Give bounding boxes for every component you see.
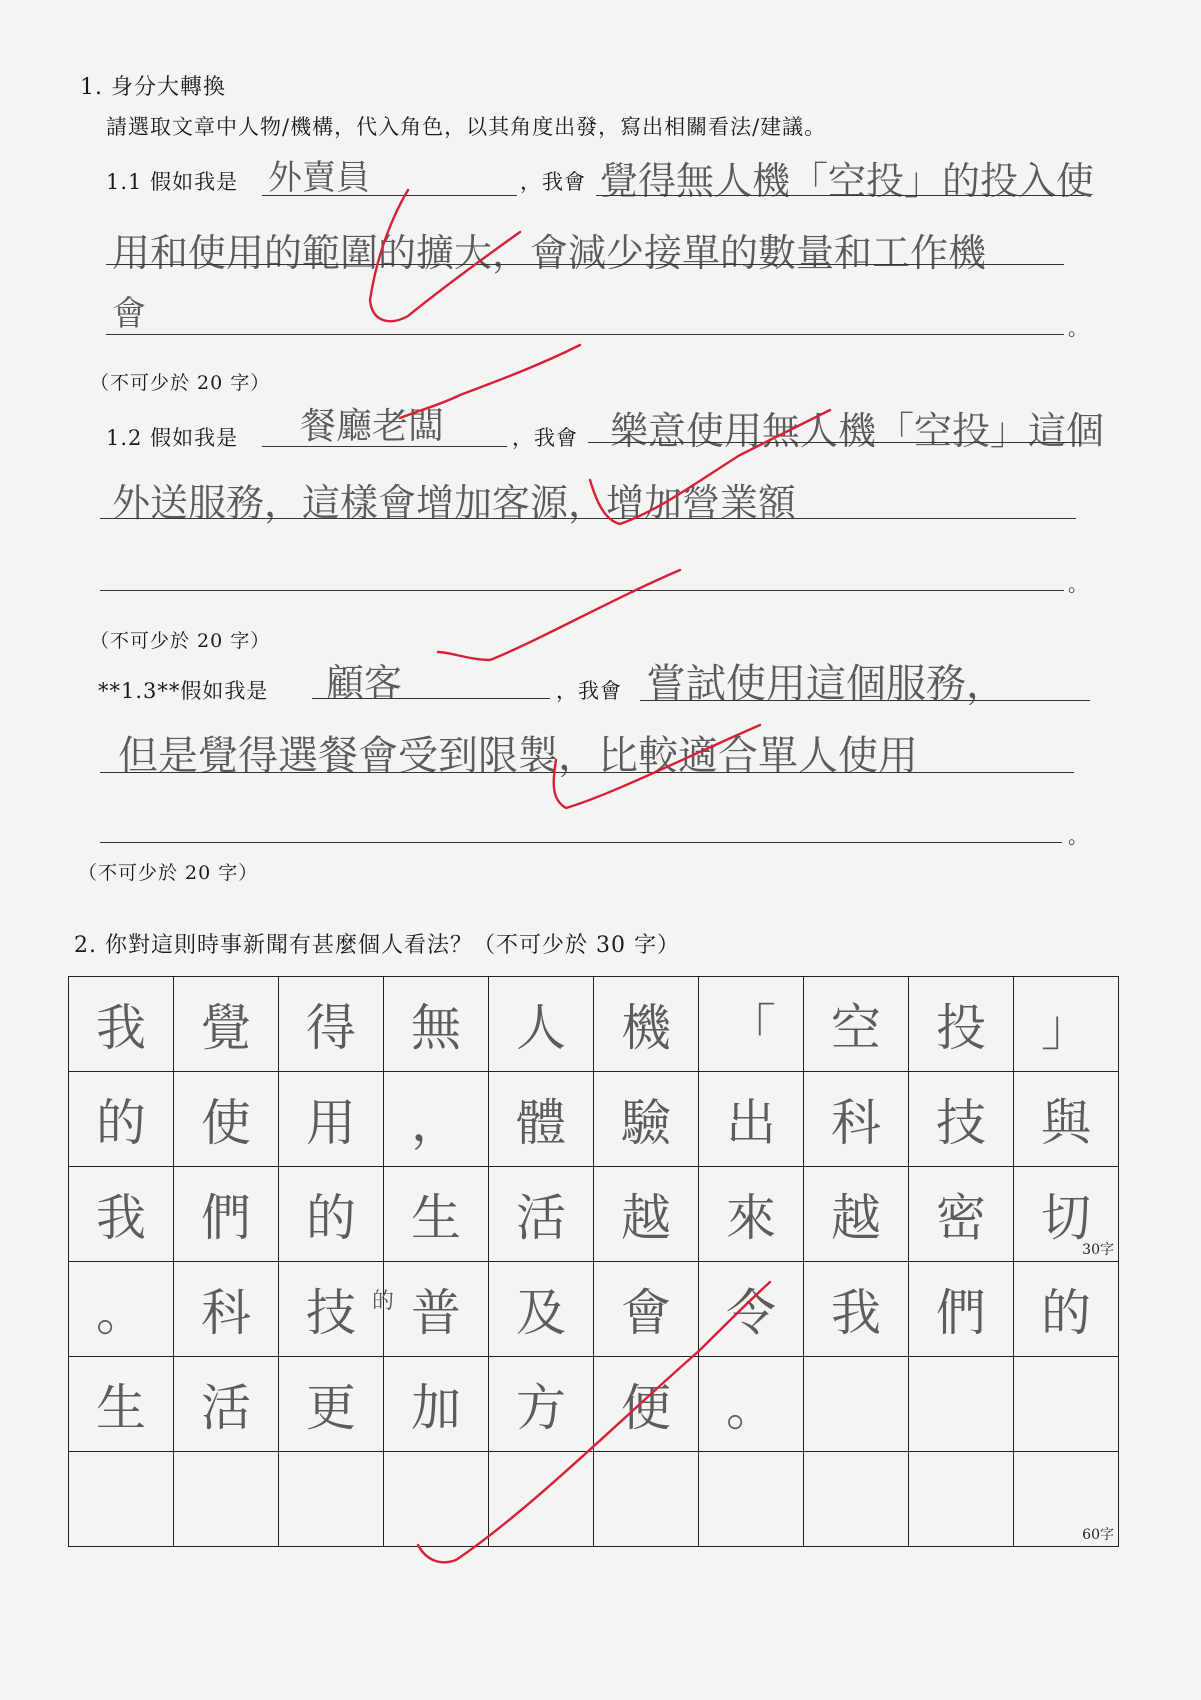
grid-cell [804, 1452, 909, 1547]
grid-row [69, 1262, 1119, 1357]
q1-2-answer-line-2: 外送服務，這樣會增加客源，增加營業額 [112, 481, 797, 525]
grid-cell: 。 [69, 1262, 174, 1357]
grid-cell [279, 1452, 384, 1547]
q1-instruction: 請選取文章中人物/機構，代入角色，以其角度出發，寫出相關看法/建議。 [106, 115, 827, 139]
q1-3-role-line [312, 698, 550, 699]
q1-1-period: 。 [1068, 316, 1088, 340]
grid-cell: 」 [1014, 977, 1119, 1072]
grid-cell: 與 [1014, 1072, 1119, 1167]
q1-2-mid: ，我會 [512, 426, 578, 450]
grid-cell [1014, 1452, 1119, 1547]
q1-3-answer-line-1: 嘗試使用這個服務， [646, 661, 1006, 707]
q1-2-line-2 [100, 518, 1076, 519]
grid-cell: 便 [594, 1357, 699, 1452]
grid-cell: 技 [909, 1072, 1014, 1167]
grid-cell [174, 1452, 279, 1547]
grid-cell: 技 [279, 1262, 384, 1357]
grid-cell [69, 1452, 174, 1547]
q1-1-line-3 [106, 334, 1064, 335]
grid-cell: 更 [279, 1357, 384, 1452]
grid-cell [489, 1452, 594, 1547]
grid-cell [384, 1452, 489, 1547]
q1-3-prefix: **1.3**假如我是 [98, 679, 269, 703]
grid-cell: ， [384, 1072, 489, 1167]
grid-row [69, 1452, 1119, 1547]
q1-3-answer-line-2: 但是覺得選餐會受到限製，比較適合單人使用 [118, 733, 918, 779]
grid-cell: 用 [279, 1072, 384, 1167]
q1-2-role-answer: 餐廳老闆 [300, 406, 445, 447]
grid-row [69, 1072, 1119, 1167]
grid-cell: 科 [174, 1262, 279, 1357]
grid-cell: 的 [1014, 1262, 1119, 1357]
grid-cell: 我 [69, 1167, 174, 1262]
grid-cell: 加 [384, 1357, 489, 1452]
q1-1-note: （不可少於 20 字） [90, 372, 271, 394]
q1-1-answer-line-2: 用和使用的範圍的擴大，會減少接單的數量和工作機 [112, 231, 987, 275]
grid-cell: 的 [69, 1072, 174, 1167]
q1-1-line-1 [596, 195, 1084, 196]
grid-cell: 人 [489, 977, 594, 1072]
inserted-character: 的 [372, 1289, 395, 1314]
grid-cell [909, 1452, 1014, 1547]
grid-cell: 投 [909, 977, 1014, 1072]
grid-cell [804, 1357, 909, 1452]
grid-row [69, 1357, 1119, 1452]
q1-1-role-answer: 外賣員 [268, 158, 370, 198]
q1-2-line-3 [100, 590, 1064, 591]
grid-cell: 驗 [594, 1072, 699, 1167]
q1-3-period: 。 [1068, 824, 1088, 848]
grid-cell: 使 [174, 1072, 279, 1167]
q1-1-mid: ，我會 [520, 170, 586, 194]
grid-row [69, 977, 1119, 1072]
grid-cell: 會 [594, 1262, 699, 1357]
grid-cell [909, 1357, 1014, 1452]
grid-cell: 方 [489, 1357, 594, 1452]
tick-mark-4 [438, 570, 680, 660]
q2-title: 2. 你對這則時事新聞有甚麼個人看法？（不可少於 30 字） [74, 933, 680, 958]
grid-cell: 越 [804, 1167, 909, 1262]
grid-cell: 生 [69, 1357, 174, 1452]
grid-cell: 「 [699, 977, 804, 1072]
grid-cell: 及 [489, 1262, 594, 1357]
grid-row [69, 1167, 1119, 1262]
q1-2-note: （不可少於 20 字） [90, 630, 271, 652]
q1-2-line-1 [588, 442, 1081, 443]
q1-1-answer-line-3: 會 [112, 294, 146, 334]
grid-cell: 普 [384, 1262, 489, 1357]
q1-2-period: 。 [1068, 572, 1088, 596]
grid-cell: 密 [909, 1167, 1014, 1262]
q1-2-answer-line-1: 樂意使用無人機「空投」這個 [610, 409, 1105, 453]
q1-1-line-2 [106, 264, 1064, 265]
q1-title: 1. 身分大轉換 [80, 75, 226, 100]
grid-cell: 活 [489, 1167, 594, 1262]
grid-cell [594, 1452, 699, 1547]
grid-cell: 切 30字 [1014, 1167, 1119, 1262]
word-count-30-label: 30字 [1082, 1242, 1114, 1258]
q1-3-line-3 [100, 842, 1062, 843]
grid-cell: 們 [174, 1167, 279, 1262]
grid-cell: 我 [69, 977, 174, 1072]
grid-cell: 機 [594, 977, 699, 1072]
q1-3-line-2 [100, 772, 1074, 773]
grid-cell: 令 [699, 1262, 804, 1357]
grid-cell: 活 [174, 1357, 279, 1452]
grid-cell: 得 [279, 977, 384, 1072]
q1-3-line-1 [640, 700, 1090, 701]
grid-cell: 越 [594, 1167, 699, 1262]
grid-cell: 無 [384, 977, 489, 1072]
q1-1-answer-line-1: 覺得無人機「空投」的投入使 [600, 159, 1095, 203]
grid-cell: 的 [279, 1167, 384, 1262]
grid-cell: 覺 [174, 977, 279, 1072]
grid-cell: 我 [804, 1262, 909, 1357]
grid-cell [1014, 1357, 1119, 1452]
q1-2-role-line [262, 446, 507, 447]
grid-cell [699, 1452, 804, 1547]
q1-3-note: （不可少於 20 字） [78, 862, 259, 884]
answer-grid [68, 976, 1119, 1547]
grid-cell: 出 [699, 1072, 804, 1167]
grid-cell: 。 [699, 1357, 804, 1452]
grid-cell: 科 [804, 1072, 909, 1167]
q1-1-role-line [262, 195, 517, 196]
grid-cell: 生 [384, 1167, 489, 1262]
grid-cell: 來 [699, 1167, 804, 1262]
q1-2-prefix: 1.2 假如我是 [106, 426, 239, 450]
q1-3-mid: ，我會 [556, 679, 622, 703]
q1-3-role-answer: 顧客 [326, 661, 403, 705]
grid-cell: 們 [909, 1262, 1014, 1357]
grid-cell: 空 [804, 977, 909, 1072]
grid-cell: 體 [489, 1072, 594, 1167]
q1-1-prefix: 1.1 假如我是 [106, 170, 239, 194]
word-count-60-label: 60字 [1082, 1527, 1114, 1543]
answer-grid-table [68, 976, 1119, 1547]
